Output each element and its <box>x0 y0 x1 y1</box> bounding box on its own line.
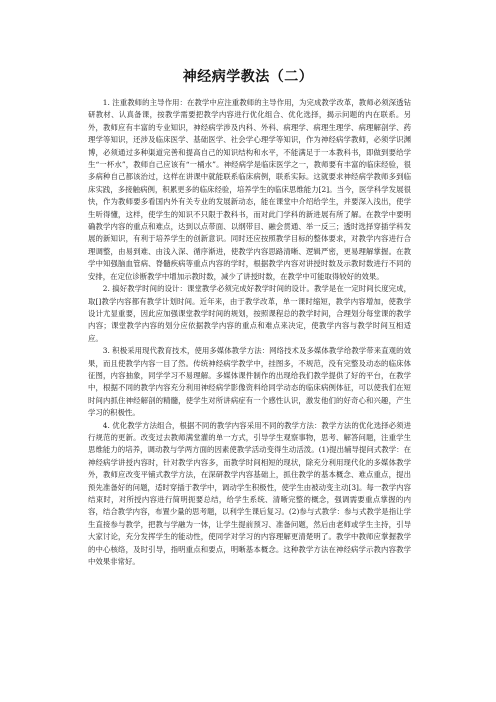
page-title: 神经病学教法（二） <box>182 69 314 85</box>
paragraph-time-design: 2. 搞好教学时间的设计：课堂教学必须完成好教学时间的设计。教学是在一定时间长度完成，取[]教学内容都有教学计划时间。近年来，由于教学改革，单一课时缩短，教学内容增加，使教学设计尤显重要，因此应加强课堂教学时间的规划，按照课程总的教学时间，合理划分每堂课的教学内容；课堂教学内容的划分应依据教学内容的重点和难点来决定，使教学内容与教学时间互相适应。 <box>88 284 411 343</box>
paragraph-teaching-methods: 4. 优化教学方法组合，根据不同的教学内容采用不同的教学方法：教学方法的优化选择必须进行规范的更新。改变过去教师满堂灌的单一方式，引导学生观察事物，思考、解答问题，注重学生思维能力的培养，调动教与学两方面的因素使教学活动变得生动活泼。(1)提出辅导提问式教学：在神经病学讲授内容时，针对教学内容多，而教学时间相短的现状，除充分利用现代化的多媒体教学外，教师应改变平铺式教学方法，在深研教学内容基础上，抓住教学的基本概念、难点重点，提出预先准备好的问题，适时穿插于教学中，调动学生积极性，使学生由被动变主动[3]。每一教学内容结束时，对所授内容进行简明扼要总结，给学生系统、清晰完整的概念，强调需要重点掌握的内容，结合教学内容，布置少量的思考题，以利学生课后复习。(2)参与式教学：参与式教学是指让学生直接参与教学，把教与学融为一体，让学生提前预习、准备问题，然后由老师或学生主持，引导大家讨论，充分发挥学生的能动性，使同学对学习的内容理解更清楚明了。教学中教师应掌握教学的中心核络，及时引导，指明重点和要点，明晰基本概念。这种教学方法在神经病学示教内容教学中效果非常好。 <box>88 420 411 567</box>
paragraph-multimedia: 3. 积极采用现代教育技术，使用多媒体教学方法：网络技术及多媒体教学给教学带来直观的效果，而且使教学内容一目了然。传统神经病学教学中，挂图多，不规范，没有完整及动态的临床体征图，内容抽象，同学学习不易理解。多媒体课件制作的出现给我们教学提供了好的平台，在教学中，根据不同的教学内容充分利用神经病学影像资料给同学动态的临床病例体征，可以使我们在短时间内抓住神经解剖的精髓，使学生对所讲病症有一个感性认识，激发他们的好奇心和兴趣，产生学习的积极性。 <box>88 346 411 418</box>
paragraph-teacher-role: 1. 注重教师的主导作用：在教学中应注重教师的主导作用，为完成教学改革，教师必须深透钻研教材、认真备课，按教学需要把教学内容进行优化组合、优化选择，揭示问题的内在联系。另外，教师应有丰富的专业知识，神经病学涉及内科、外科、病理学、病理生理学、病理解剖学、药理学等知识，还涉及临床医学、基础医学、社会学心理学等知识，作为神经病学教师，必须学识渊博，必须通过多种渠道完善和提高自己的知识结构和水平，不能满足于一本教科书，即做到要给学生“一杯水”，教师自己应该有“一桶水”。神经病学是临床医学之一，教师要有丰富的临床经验，很多病种自己都该治过，这样在讲课中就能联系临床病例，联系实际。这就要求神经病学教师多到临床实践，多接触病例，积累更多的临床经验，培养学生的临床思维能力[2]。当今，医学科学发展很快，作为教师要多看国内外有关专业的发展新动态，能在课堂中介绍给学生，并要深入浅出，使学生听得懂，这样，使学生的知识不只限于教科书，而对此门学科的新进展有所了解。在教学中要明确教学内容的重点和难点，达到以点带面、以纲带目、融会贯通、举一反三；透时选择穿插学科发展的新知识，有利于培养学生的创新意识。同时还应按照教学目标的整体要求，对教学内容进行合理调整，由易到难、由浅入深、循序渐进，使教学内容思路清晰、逻辑严密，更易理解掌握。在教学中知强脑血管病、脊髓疾病等重点内容的学时，根据教学内容对讲授时数及示教时数进行不同的安排，在定位诊断教学中增加示教时数，减少了讲授时数，在教学中可能取得较好的效果。 <box>88 98 411 281</box>
body-text <box>88 97 411 568</box>
